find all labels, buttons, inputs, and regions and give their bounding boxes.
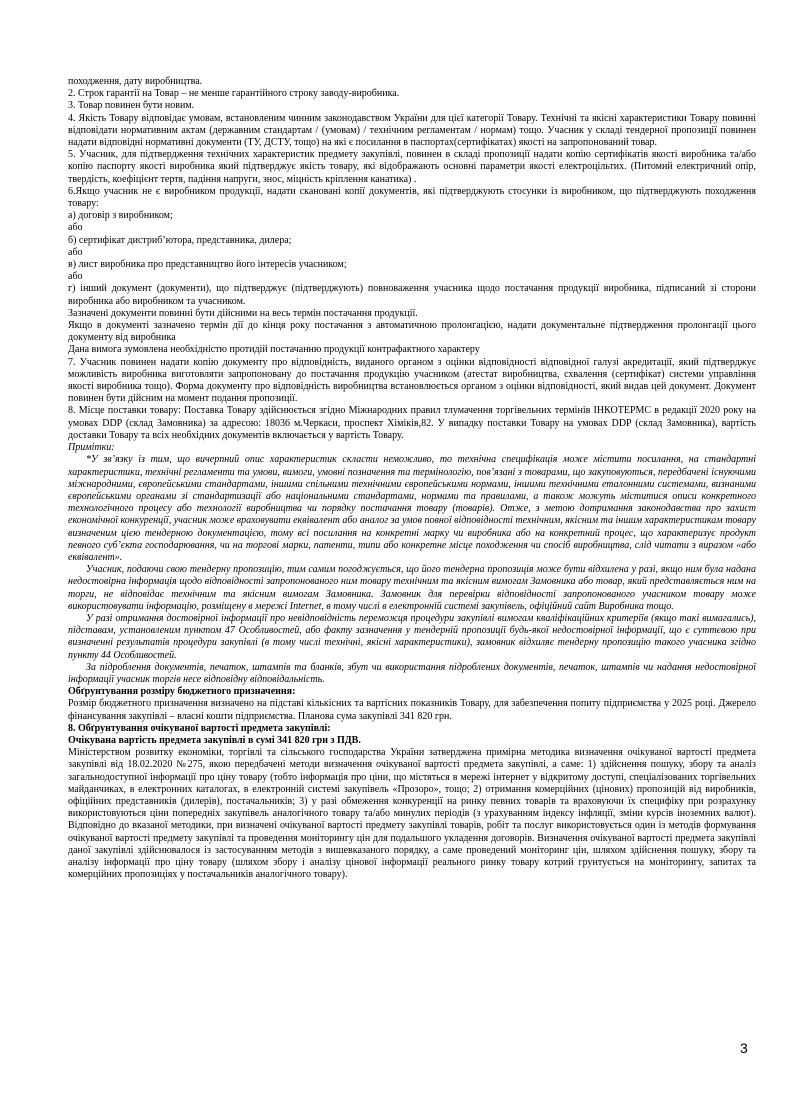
option-line: або <box>68 246 83 258</box>
counterfeit-note: Дана вимога зумовлена необхідністю протидій постачанню продукції контрафактного характеру <box>68 344 480 356</box>
delivery-item: 8. Місце поставки товару: Поставка Товару здійснюється згідно Міжнародних правил тлумачення торгівельних термінів ІНКОТЕРМС в редакції 2020 року на умовах DDP (склад Замовника) за адресою: 18036 м.Черкаси, проспект Хіміків,82. У випадку поставки Товару на умовах DDP (склад Замовника), вартість доставки Товару та всіх необхідних документів включається у вартість Товару. <box>68 405 756 441</box>
certificates-item: 5. Учасник, для підтвердження технічних характеристик предмету закупівлі, повинен в складі пропозиції надати копію сертифікатів якості виробника та/або копію паспорту якості виробника який підтверджує якість товару, які відображають основні параметри якості електроцільтих. (Питомий електричний опір, твердість, коефіцієнт тертя, падіння напруги, знос, міцність кріплення канатика) . <box>68 149 756 185</box>
notes-title: Примітки: <box>68 442 115 454</box>
budget-text: Розмір бюджетного призначення визначено на підставі кількісних та вартісних показників Товару, для забезпечення попиту підприємства у 2025 році. Джерело фінансування закупівлі – власні кошти підприємства. Планова сума закупівлі 341 820 грн. <box>68 698 756 722</box>
warranty-item: 2. Строк гарантії на Товар – не менше гарантійного строку заводу-виробника. <box>68 88 400 100</box>
prolongation-note: Якщо в документі зазначено термін дії до кінця року постачання з автоматичною пролонгацією, надати документальне підтвердження пролонгації цього документу від виробника <box>68 320 756 344</box>
option-line: в) лист виробника про представництво його інтересів учасником; <box>68 259 347 271</box>
other-document-option: г) інший документ (документи), що підтверджує (підтверджують) повноваження учасника щодо постачання продукції виробника, підписаний зі сторони виробника або виробником та учасником. <box>68 283 756 307</box>
quality-item: 4. Якість Товару відповідає умовам, встановленим чинним законодавством України для цієї категорії Товару. Технічні та якісні характеристики Товару повинні відповідати нормативним актам (державним стандартам / (умовам) / технічним регламентам / нормам) тощо. Учасник у складі тендерної пропозиції повинен надати відповідні нормативні документи (ТУ, ДСТУ, тощо) на які є посилання в паспортах(сертифікатах) якості на запропонований товар. <box>68 112 756 149</box>
document-body <box>68 76 756 881</box>
non-manufacturer-item: 6.Якщо учасник не є виробником продукції, надати скановані копії документів, які підтверджують стосунки із виробником, що підтверджують походження товару: <box>68 185 756 210</box>
conformity-item: 7. Учасник повинен надати копію документу про відповідність, виданого органом з оцінки відповідності відповідної галузі акредитації, який підтверджує можливість виробника виготовляти запропоновану до постачання продукцію учасником (атестат виробництва, схвалення (сертифікат) системи управління якості виробника тощо). Форма документу про відповідність виробництва встановлюється органом з оцінки відповідності, який видав цей документ. Документ повинен бути дійсним на момент подання пропозиції. <box>68 356 756 405</box>
note-paragraph: Учасник, подаючи свою тендерну пропозицію, тим самим погоджується, що його тендерна пропозиція може бути відхилена у разі, якщо ним була надана недостовірна інформація щодо відповідності запропонованого ним товару технічним та якісним вимогам Замовника або товар, який представляється ним на торги, не відповідає технічним та якісним вимогам Замовника. Замовник для перевірки відповідності запропонованого учасником товару може використовувати інформацію, розміщену в мережі Internet, в тому числі в електронній системі закупівель, офіційний сайт Виробника тощо. <box>68 564 756 612</box>
origin-line: походження, дату виробництва. <box>68 76 203 87</box>
option-line: б) сертифікат дистриб’ютора, представника, дилера; <box>68 234 292 246</box>
page-number: 3 <box>740 1040 748 1056</box>
budget-heading: Обґрунтування розміру бюджетного призначення: <box>68 686 296 698</box>
option-line: або <box>68 222 83 234</box>
cost-heading: 8. Обґрунтування очікуваної вартості предмета закупівлі: <box>68 722 331 734</box>
validity-note: Зазначені документи повинні бути дійсними на весь термін постачання продукції. <box>68 307 418 319</box>
cost-sum: Очікувана вартість предмета закупівлі в сумі 341 820 грн з ПДВ. <box>68 734 361 746</box>
new-goods-item: 3. Товар повинен бути новим. <box>68 100 195 112</box>
option-line: а) договір з виробником; <box>68 210 173 222</box>
note-paragraph: *У зв’язку із тим, що вичерпний опис характеристик скласти неможливо, то технічна специфікація може містити посилання, на стандартні характеристики, технічні регламенти та умови, вимоги, умовні позначення та термінологію, пов’язані з товарами, що закуповуються, передбачені існуючими міжнародними, європейськими стандартами, іншими спільними технічними європейськими нормами, іншими технічними еталонними системами, визнаними європейськими органами зі стандартизації або національними стандартами, нормами та правилами, а також можуть міститися описи конкретного технологічного процесу або технології виробництва чи порядку постачання товару (товарів). Отже, з метою дотримання законодавства про захист економічної конкуренції, учасник може враховувати еквівалент або аналог за умов повної відповідності технічним, якісним та іншим характеристикам товару визначеним цією тендерною документацією, тому всі посилання на конкретні марку чи виробника або на конкретний процес, що характеризує продукт певного суб’єкта господарювання, чи на торгові марки, патенти, типи або конкретне місце походження чи спосіб виробництва, слід читати з виразом «або еквівалент». <box>68 454 756 563</box>
option-line: або <box>68 271 83 283</box>
note-paragraph: За підроблення документів, печаток, штампів та бланків, збут чи використання підроблених документів, печаток, штампів чи надання недостовірної інформації учасник торгів несе відповідну відповідальність. <box>68 661 756 685</box>
note-paragraph: У разі отримання достовірної інформації про невідповідність переможця процедури закупівлі вимогам кваліфікаційних критеріїв (якщо такі вимагались), підставам, установленим пунктом 47 Особливостей, або факту зазначення у тендерній пропозиції будь-якої недостовірної інформації, що є суттєвою при визначенні результатів процедури закупівлі (в тому числі технічні, якісні характеристики), замовник відхиляє тендерну пропозицію такого учасника згідно пункту 44 Особливостей. <box>68 612 756 661</box>
cost-justification: Міністерством розвитку економіки, торгівлі та сільського господарства України затверджена примірна методика визначення очікуваної вартості предмета закупівлі від 18.02.2020 №275, якою передбачені методи визначення очікуваної вартості предмета закупівлі, а саме: 1) здійснення пошуку, збору та аналіз загальнодоступної інформації про ціну товару (тобто інформація про ціни, що містяться в мережі інтернет у відкритому доступі, спеціалізованих торгівельних майданчиках, в електронних каталогах, в електронній системі закупівель «Прозоро», тощо; 2) отримання комерційних (цінових) пропозицій від виробників, офіційних представників (дилерів), постачальників; 3) у разі обмеження конкуренції на ринку певних товарів та враховуючи їх специфіку при розрахунку використовуються ціни попередніх закупівель аналогічного товару та/або минулих періодів (з урахуванням індексу інфляції, зміни курсів іноземних валют). Відповідно до вказаної методики, при визначені очікуваної вартості предмету закупівлі товарів, робіт та послуг використовується один із методів формування очікуваної вартості предмету закупівлі та проведення моніторингу цін для подальшого укладення договорів. Визначення очікуваної вартості предмета закупівлі даної закупівлі здійснювалося із застосуванням методів з вишевказаного порядку, а саме проведений моніторинг цін, шляхом здійснення пошуку, збору та аналізу інформації про ціну товару (шляхом збору і аналізу цінової інформації реального ринку товару котрий грунтується на моніторингу, запитах та комерційних пропозиціях у постачальників аналогічного товару). <box>68 747 756 881</box>
